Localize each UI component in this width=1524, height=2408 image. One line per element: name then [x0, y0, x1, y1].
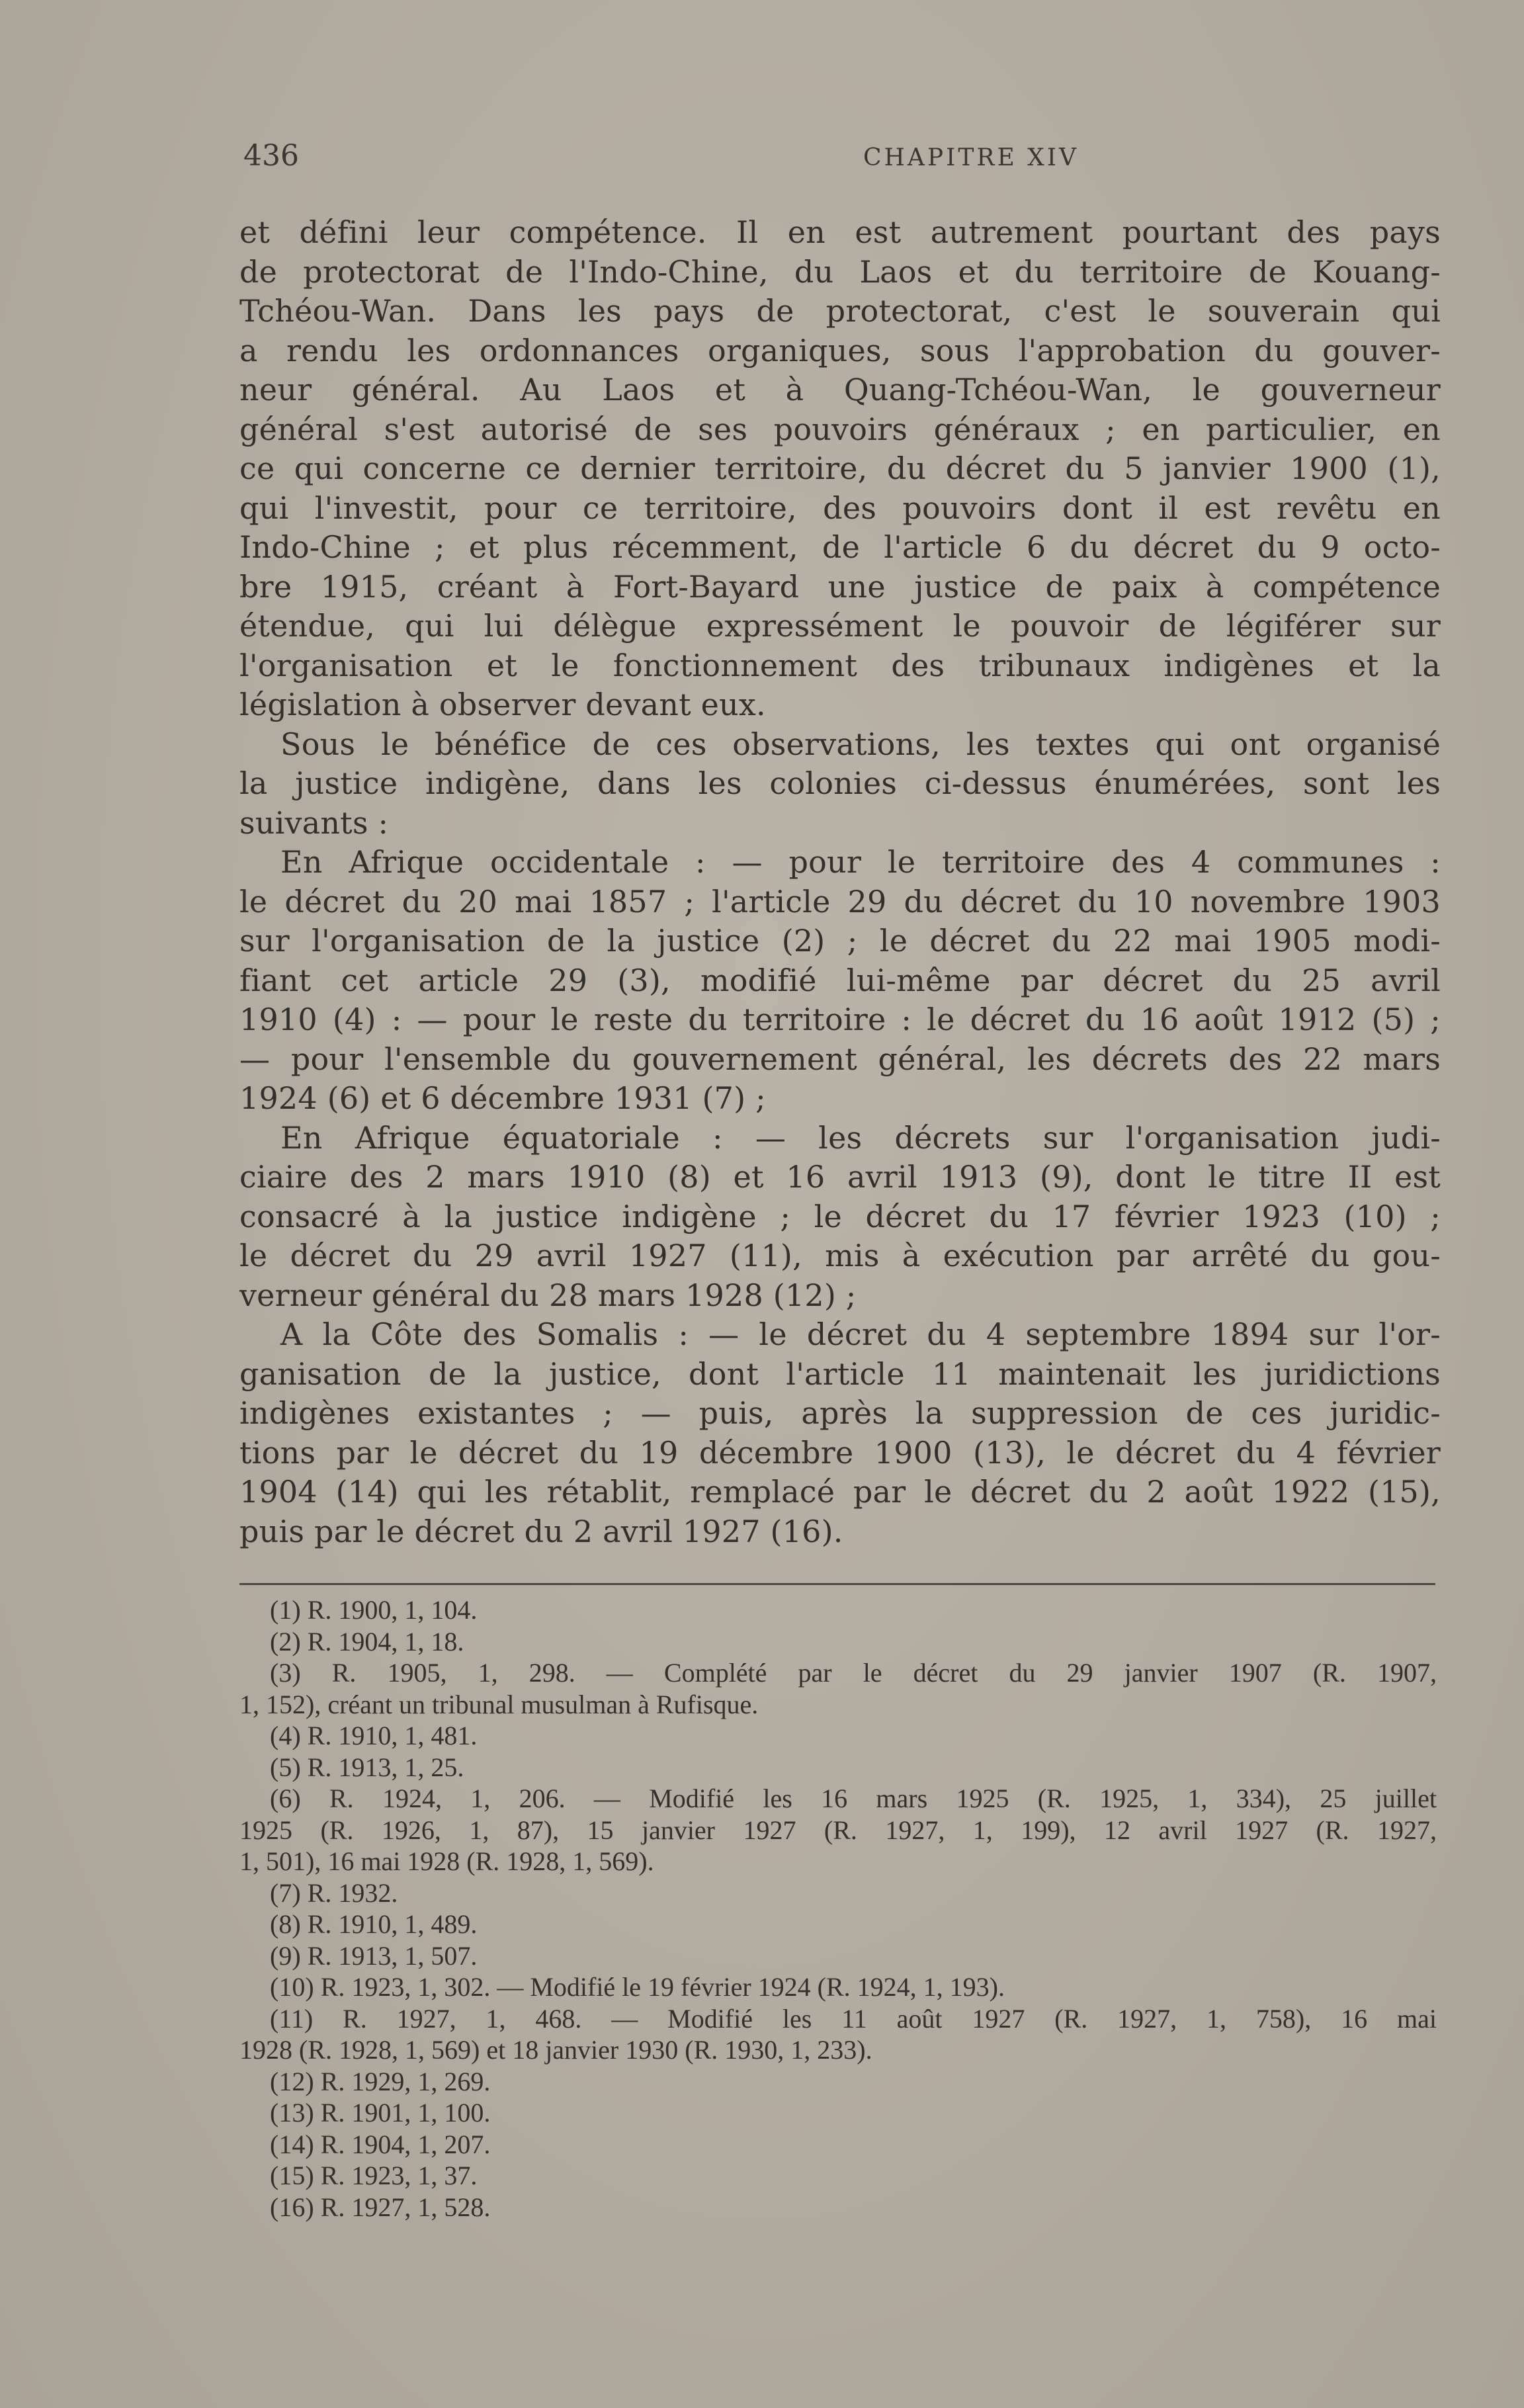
- text-line: qui l'investit, pour ce territoire, des pouvoirs dont il est revêtu en: [239, 490, 1441, 526]
- text-line: Sous le bénéfice de ces observations, les textes qui ont organisé: [280, 726, 1441, 762]
- footnote-line: (7) R. 1932.: [270, 1877, 398, 1908]
- page-number: 436: [243, 139, 299, 173]
- footnote-line: (8) R. 1910, 1, 489.: [270, 1909, 478, 1939]
- text-line: la justice indigène, dans les colonies ci-dessus énumérées, sont les: [239, 765, 1441, 801]
- text-line: législation à observer devant eux.: [239, 687, 766, 722]
- text-line: Tchéou-Wan. Dans les pays de protectorat, c'est le souverain qui: [239, 293, 1441, 329]
- footnote-line: 1, 501), 16 mai 1928 (R. 1928, 1, 569).: [239, 1846, 654, 1876]
- text-line: général s'est autorisé de ses pouvoirs généraux ; en particulier, en: [239, 411, 1441, 447]
- text-line: tions par le décret du 19 décembre 1900 (13), le décret du 4 février: [239, 1434, 1441, 1471]
- chapter-title: CHAPITRE XIV: [863, 144, 1080, 171]
- text-line: 1924 (6) et 6 décembre 1931 (7) ;: [239, 1080, 766, 1116]
- footnote-line: (13) R. 1901, 1, 100.: [270, 2098, 491, 2128]
- text-line: Indo-Chine ; et plus récemment, de l'article 6 du décret du 9 octo-: [239, 529, 1441, 565]
- footnote-line: (3) R. 1905, 1, 298. — Complété par le décret du 29 janvier 1907 (R. 1907,: [270, 1658, 1437, 1688]
- text-line: A la Côte des Somalis : — le décret du 4 septembre 1894 sur l'or-: [280, 1316, 1441, 1352]
- text-line: puis par le décret du 2 avril 1927 (16).: [239, 1513, 843, 1549]
- text-line: sur l'organisation de la justice (2) ; le décret du 22 mai 1905 modi-: [239, 923, 1441, 959]
- text-line: ciaire des 2 mars 1910 (8) et 16 avril 1913 (9), dont le titre II est: [239, 1159, 1441, 1195]
- footnote-line: (12) R. 1929, 1, 269.: [270, 2066, 491, 2096]
- footnote-line: (11) R. 1927, 1, 468. — Modifié les 11 août 1927 (R. 1927, 1, 758), 16 mai: [270, 2003, 1437, 2034]
- text-line: étendue, qui lui délègue expressément le pouvoir de légiférer sur: [239, 608, 1441, 644]
- text-line: suivants :: [239, 804, 389, 841]
- text-line: bre 1915, créant à Fort-Bayard une justice de paix à compétence: [239, 568, 1441, 605]
- text-line: En Afrique occidentale : — pour le territoire des 4 communes :: [280, 844, 1441, 880]
- text-line: a rendu les ordonnances organiques, sous l'approbation du gouver-: [239, 332, 1441, 368]
- text-line: neur général. Au Laos et à Quang-Tchéou-Wan, le gouverneur: [239, 372, 1441, 408]
- text-line: consacré à la justice indigène ; le décret du 17 février 1923 (10) ;: [239, 1198, 1441, 1234]
- text-line: fiant cet article 29 (3), modifié lui-même par décret du 25 avril: [239, 962, 1441, 998]
- text-line: En Afrique équatoriale : — les décrets sur l'organisation judi-: [280, 1119, 1441, 1156]
- text-line: le décret du 29 avril 1927 (11), mis à exécution par arrêté du gou-: [239, 1238, 1441, 1273]
- footnote-line: 1925 (R. 1926, 1, 87), 15 janvier 1927 (R. 1927, 1, 199), 12 avril 1927 (R. 1927,: [239, 1815, 1437, 1845]
- text-line: l'organisation et le fonctionnement des tribunaux indigènes et la: [239, 647, 1441, 683]
- text-line: ganisation de la justice, dont l'article 11 maintenait les juridictions: [239, 1355, 1441, 1392]
- text-line: le décret du 20 mai 1857 ; l'article 29 du décret du 10 novembre 1903: [239, 883, 1441, 920]
- footnote-line: (2) R. 1904, 1, 18.: [270, 1626, 464, 1656]
- text-line: de protectorat de l'Indo-Chine, du Laos et du territoire de Kouang-: [239, 253, 1441, 290]
- footnotes: [239, 1594, 1437, 2223]
- main-text: [239, 213, 1441, 1551]
- footnote-line: (9) R. 1913, 1, 507.: [270, 1940, 478, 1971]
- footnote-line: (5) R. 1913, 1, 25.: [270, 1752, 464, 1782]
- running-head: [243, 139, 1434, 179]
- text-line: indigènes existantes ; — puis, après la suppression de ces juridic-: [239, 1395, 1441, 1431]
- footnote-line: (6) R. 1924, 1, 206. — Modifié les 16 mars 1925 (R. 1925, 1, 334), 25 juillet: [270, 1784, 1437, 1813]
- footnote-line: 1928 (R. 1928, 1, 569) et 18 janvier 1930 (R. 1930, 1, 233).: [239, 2035, 872, 2065]
- footnote-line: (10) R. 1923, 1, 302. — Modifié le 19 février 1924 (R. 1924, 1, 193).: [270, 1972, 1005, 2002]
- footnote-line: (4) R. 1910, 1, 481.: [270, 1721, 478, 1750]
- text-line: 1910 (4) : — pour le reste du territoire : le décret du 16 août 1912 (5) ;: [239, 1002, 1441, 1037]
- footnote-line: (16) R. 1927, 1, 528.: [270, 2192, 491, 2222]
- footnote-line: (14) R. 1904, 1, 207.: [270, 2129, 491, 2159]
- text-line: 1904 (14) qui les rétablit, remplacé par le décret du 2 août 1922 (15),: [239, 1474, 1441, 1510]
- footnote-line: (15) R. 1923, 1, 37.: [270, 2161, 478, 2190]
- text-line: — pour l'ensemble du gouvernement général, les décrets des 22 mars: [239, 1041, 1441, 1077]
- text-line: verneur général du 28 mars 1928 (12) ;: [239, 1277, 857, 1313]
- footnote-rule: [239, 1583, 1435, 1585]
- footnote-line: 1, 152), créant un tribunal musulman à Rufisque.: [239, 1689, 759, 1719]
- text-line: et défini leur compétence. Il en est autrement pourtant des pays: [239, 214, 1441, 250]
- text-line: ce qui concerne ce dernier territoire, du décret du 5 janvier 1900 (1),: [239, 451, 1441, 486]
- footnote-line: (1) R. 1900, 1, 104.: [270, 1595, 478, 1625]
